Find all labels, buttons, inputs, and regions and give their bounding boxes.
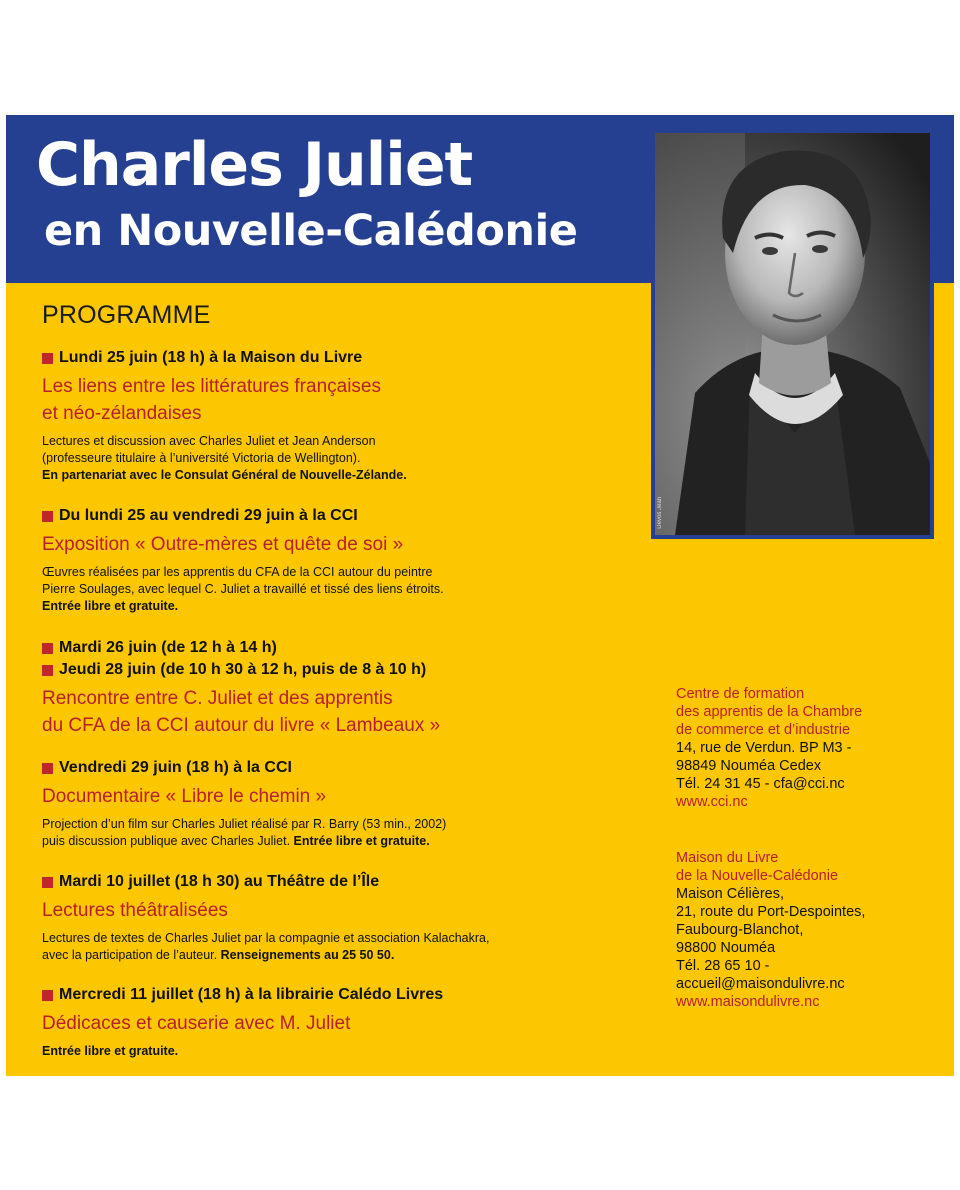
event-title: Rencontre entre C. Juliet et des apprentis du CFA de la CCI autour du livre « Lambeaux »	[42, 688, 441, 736]
bullet-square-icon	[42, 990, 53, 1001]
event-item	[42, 505, 642, 615]
contact-name: Centre de formation des apprentis de la Chambre de commerce et d’industrie	[676, 686, 863, 738]
bullet-square-icon	[42, 763, 53, 774]
event-item	[42, 637, 642, 739]
event-date: Mardi 26 juin (de 12 h à 14 h)	[42, 637, 642, 659]
event-date: Lundi 25 juin (18 h) à la Maison du Livre	[42, 347, 642, 369]
event-title: Dédicaces et causerie avec M. Juliet	[42, 1013, 351, 1034]
photo-credit: Devos Jean	[657, 497, 663, 529]
event-date: Vendredi 29 juin (18 h) à la CCI	[42, 757, 642, 779]
contact-name: Maison du Livre de la Nouvelle-Calédonie	[676, 850, 839, 884]
event-item	[42, 984, 642, 1060]
event-date: Mercredi 11 juillet (18 h) à la librairie Calédo Livres	[42, 984, 642, 1006]
contact-maison-du-livre	[676, 849, 946, 1011]
contact-address: Maison Célières, 21, route du Port-Despointes, Faubourg-Blanchot, 98800 Nouméa Tél. 28 65 10 - accueil@maisondulivre.nc	[676, 886, 866, 992]
bullet-square-icon	[42, 665, 53, 676]
event-date: Mardi 10 juillet (18 h 30) au Théâtre de l’Île	[42, 871, 642, 893]
event-title: Lectures théâtralisées	[42, 900, 228, 921]
event-title: Les liens entre les littératures françaises et néo-zélandaises	[42, 376, 381, 424]
author-photo	[651, 129, 934, 539]
event-item	[42, 871, 642, 964]
page-subtitle: en Nouvelle-Calédonie	[44, 206, 578, 256]
bullet-square-icon	[42, 511, 53, 522]
event-description: Lectures de textes de Charles Juliet par la compagnie et association Kalachakra, avec la participation de l’auteur. Renseignements au 25 50 50.	[42, 931, 490, 962]
event-title: Exposition « Outre-mères et quête de soi »	[42, 534, 404, 555]
event-description: Lectures et discussion avec Charles Juliet et Jean Anderson (professeure titulaire à l’université Victoria de Wellington). En partenariat avec le Consulat Général de Nouvelle-Zélande.	[42, 434, 407, 482]
bullet-square-icon	[42, 877, 53, 888]
event-date: Jeudi 28 juin (de 10 h 30 à 12 h, puis de 8 à 10 h)	[42, 659, 642, 681]
contact-website-link[interactable]: www.cci.nc	[676, 794, 748, 810]
event-description: Projection d’un film sur Charles Juliet réalisé par R. Barry (53 min., 2002) puis discussion publique avec Charles Juliet. Entrée libre et gratuite.	[42, 817, 447, 848]
event-item	[42, 757, 642, 850]
event-description: Œuvres réalisées par les apprentis du CFA de la CCI autour du peintre Pierre Soulages, avec lequel C. Juliet a travaillé et tissé des liens étroits. Entrée libre et gratuite.	[42, 565, 444, 613]
contact-cci	[676, 685, 946, 811]
page-title: Charles Juliet	[36, 130, 473, 200]
event-title: Documentaire « Libre le chemin »	[42, 786, 327, 807]
event-item	[42, 347, 642, 484]
poster	[6, 115, 954, 1076]
event-description: Entrée libre et gratuite.	[42, 1044, 179, 1058]
portrait-illustration	[655, 133, 930, 535]
contact-website-link[interactable]: www.maisondulivre.nc	[676, 994, 820, 1010]
bullet-square-icon	[42, 643, 53, 654]
contact-address: 14, rue de Verdun. BP M3 - 98849 Nouméa Cedex Tél. 24 31 45 - cfa@cci.nc	[676, 740, 852, 792]
event-date: Du lundi 25 au vendredi 29 juin à la CCI	[42, 505, 642, 527]
bullet-square-icon	[42, 353, 53, 364]
programme-heading: PROGRAMME	[42, 301, 211, 329]
